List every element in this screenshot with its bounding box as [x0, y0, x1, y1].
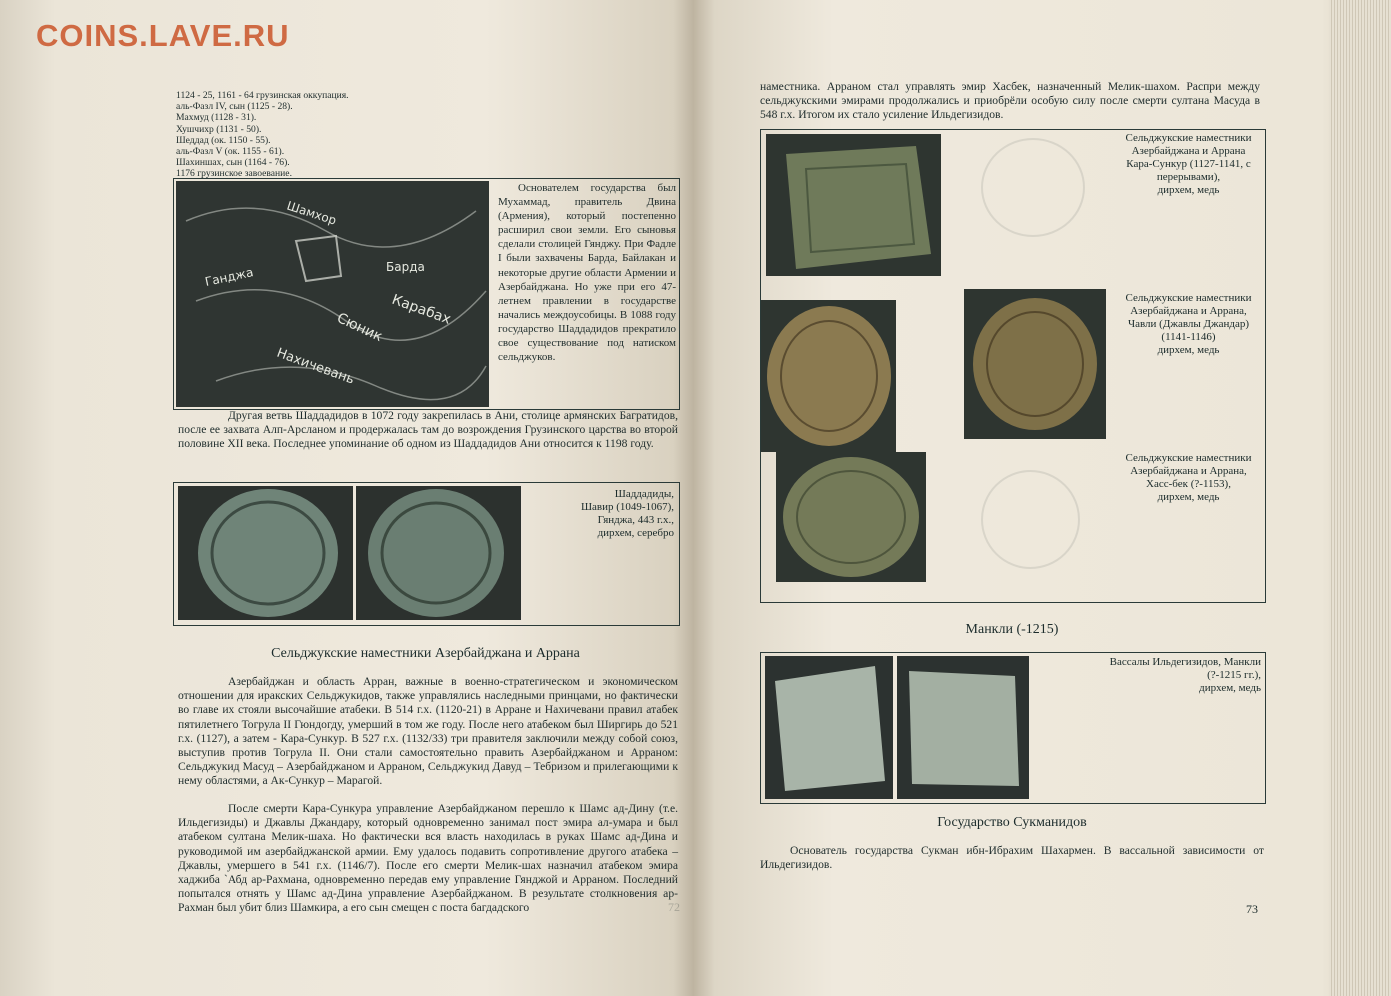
seljuk-paragraph-2: После смерти Кара-Сункура управление Азербайджаном перешло к Шамс ад-Дину (т.е. Ильдегизиды) и Джавлы Джандару, который одновременно занимал пост эмира ал-умара и был атабеком султана Мелик-шаха. Но фактически вся власть находилась в руках Шамс ад-Дина и руководимой им азербайджанской армии. Ему удалось подавить сопротивление другого атабека – Джавлы, умершего в 541 г.х. (1146/7). После его смерти Мелик-шах назначил атабеком эмира хаджиба `Абд ар-Рахмана, одновременно передав ему управление Гянджой и Арраном. Последний попытался отнять у Шамс ад-Дина управление Азербайджаном. В результате столкновения ар-Рахман был убит близ Шамкира, а его сын смещен с поста багдадского — [178, 802, 678, 915]
dynasty-list — [176, 90, 376, 180]
ani-text: Другая ветвь Шаддадидов в 1072 году закрепилась в Ани, столице армянских Багратидов, после ее захвата Алп-Арсланом и продержалась там до возрождения Грузинского царства во второй половине XII века. Последнее упоминание об одном из Шаддадидов Ани относится к 1198 году. — [178, 409, 678, 451]
watermark: COINS.LAVE.RU — [36, 18, 290, 53]
left-page — [0, 0, 694, 996]
dynasty-line: Махмуд (1128 - 31). — [176, 112, 257, 124]
founder-text: Основателем государства был Мухаммад, правитель Двина (Армения), который постепенно расширил свои земли. Его сыновья сделали столицей Гянджу. При Фадле I были захвачены Барда, Байлакан и некоторые другие области Армении и Азербайджана. Но уже при его 47-летнем правлении в государстве начались междоусобицы. В 1088 году государство Шаддадидов прекратило свое существование под натиском сельджуков. — [498, 182, 676, 364]
dynasty-line: Шахиншах, сын (1164 - 76). — [176, 157, 290, 169]
sukman-text: Основатель государства Сукман ибн-Ибрахим Шахармен. В вассальной зависимости от Ильдегизидов. — [760, 844, 1264, 872]
coin-box-shaddadids — [173, 482, 680, 626]
map-label: Шамхор — [285, 198, 339, 228]
coin-image-obverse — [178, 486, 353, 620]
map-label: Сюник — [334, 310, 385, 346]
map-image — [176, 181, 489, 407]
coin-image-chavli-2 — [964, 289, 1106, 439]
right-top-text: наместника. Арраном стал управлять эмир Хасбек, назначенный Мелик-шахом. Распри между сельджукскими эмирами продолжались и приобрёли особую силу после смерти султана Масуда в 548 г.х. Итогом их стало усиление Ильдегизидов. — [760, 80, 1260, 122]
heading-mankli: Манкли (-1215) — [965, 622, 1059, 637]
coin-image-chavli — [761, 300, 896, 452]
dynasty-line: Хушчихр (1131 - 50). — [176, 123, 262, 135]
coin-caption-kara-sunkur: Сельджукские наместники Азербайджана и Аррана Кара-Сункур (1127-1141, с перерывами), дирхем, медь — [1125, 132, 1252, 196]
coin-image-hass-bek — [776, 452, 926, 582]
dynasty-line: Шеддад (ок. 1150 - 55). — [176, 134, 271, 146]
coin-caption-mankli: Вассалы Ильдегизидов, Манкли (?-1215 гг.), дирхем, медь — [1109, 656, 1261, 694]
ghost-coin — [981, 470, 1080, 569]
page-number-right: 73 — [1246, 902, 1258, 916]
page-edge — [1329, 0, 1391, 996]
coin-image-mankli-reverse — [897, 656, 1029, 799]
map-drawing — [176, 181, 489, 407]
map-label: Ганджа — [203, 265, 255, 289]
dynasty-line: 1176 грузинское завоевание. — [176, 168, 292, 180]
section-heading-seljuk: Сельджукские наместники Азербайджана и Аррана — [271, 646, 580, 661]
dynasty-line: аль-Фазл IV, сын (1125 - 28). — [176, 101, 293, 113]
coin-image-kara-sunkur — [766, 134, 941, 276]
seljuk-paragraph-1: Азербайджан и область Арран, важные в военно-стратегическом и экономическом отношении для иракских Сельджукидов, также управлялись наследными принцами, но фактически во главе их стояли высочайшие атабеки. В 514 г.х. (1120-21) в Арране и Нахичевани правил атабек пятилетнего Тогрула II Гюндогду, умерший в том же году. После него атабеком был Ширгирь до 521 г.х. (1127), а затем - Кара-Сункур. В 527 г.х. (1132/33) три правителя заключили между собой союз, выступив против Тогрула II. Они стали самостоятельно править Азербайджаном и Арраном: Сельджукид Масуд – Азербайджаном и Арраном, Сельджукид Давуд – Тебризом и прилегающими к нему областями, а Ак-Сункур – Марагой. — [178, 675, 678, 788]
coin-box-kara-sunkur — [760, 129, 1266, 603]
map-label: Карабах — [389, 291, 453, 328]
page-number-left: 72 — [668, 900, 680, 914]
coin-image-mankli-obverse — [765, 656, 893, 799]
ghost-coin — [981, 138, 1085, 237]
map-label: Барда — [386, 260, 425, 274]
right-page — [694, 0, 1391, 996]
coin-caption-shaddadids: Шаддадиды, Шавир (1049-1067), Гянджа, 443 г.х., дирхем, серебро — [580, 488, 674, 539]
map-label: Нахичевань — [274, 345, 357, 388]
map-box — [173, 178, 680, 410]
coin-caption-chavli: Сельджукские наместники Азербайджана и Аррана, Чавли (Джавлы Джандар) (1141-1146) дирхем, медь — [1125, 292, 1252, 356]
heading-sukmanids: Государство Сукманидов — [937, 815, 1087, 830]
coin-caption-hass-bek: Сельджукские наместники Азербайджана и Аррана, Хасс-бек (?-1153), дирхем, медь — [1125, 452, 1252, 503]
dynasty-line: 1124 - 25, 1161 - 64 грузинская оккупация. — [176, 90, 349, 101]
dynasty-line: аль-Фазл V (ок. 1155 - 61). — [176, 146, 285, 158]
coin-image-reverse — [356, 486, 521, 620]
coin-box-mankli — [760, 652, 1266, 804]
